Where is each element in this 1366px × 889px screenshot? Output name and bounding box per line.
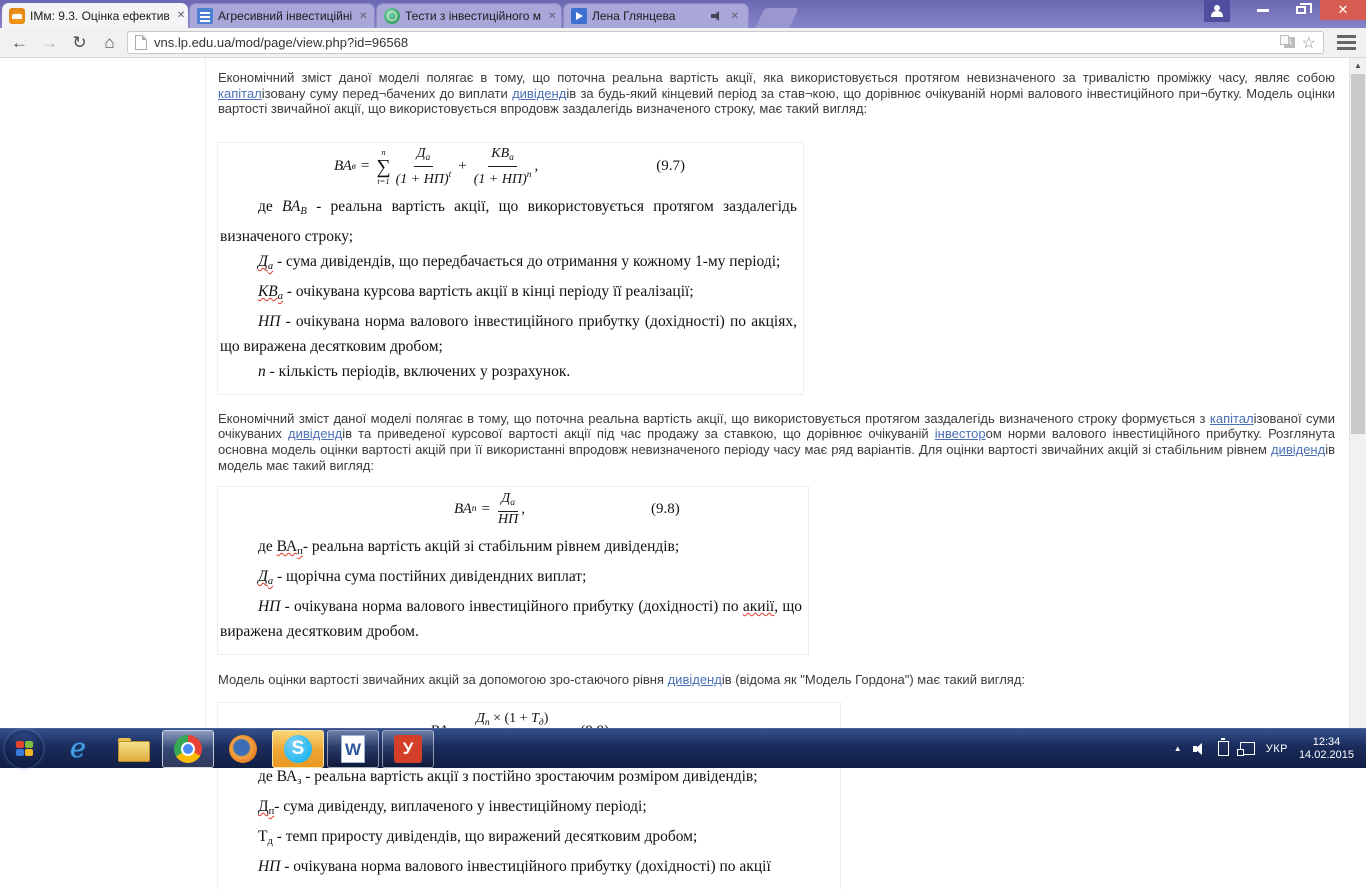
inline-link[interactable]: дивіденд: [512, 85, 567, 101]
formula-sub: п: [471, 504, 477, 515]
chrome-menu-button[interactable]: [1333, 32, 1359, 54]
close-icon[interactable]: ✕: [548, 10, 557, 22]
formula-sub: в: [351, 161, 356, 172]
numerator: КВ: [491, 145, 510, 161]
definition-line: [220, 534, 802, 564]
text-segment: - сума дивіденду, виплаченого у інвестиційному періоді;: [274, 797, 647, 815]
text-segment: n: [258, 362, 266, 380]
language-indicator[interactable]: УКР: [1265, 742, 1288, 755]
text-segment: д: [267, 835, 273, 847]
hamburger-icon: [1337, 35, 1356, 38]
inline-link[interactable]: дивіденд: [1270, 441, 1326, 457]
skype-icon: S: [284, 735, 312, 763]
firefox-icon: [229, 735, 257, 763]
text-segment: ом норми валового інвестиційного прибутку. Розглянута основна модель оцінки вартості акцій при її використанні впродовж невизначеного періоду часу має ряд варіантів. Для оцінки вартості звичайних акцій зі стабільним рівнем: [218, 426, 1336, 457]
profile-button[interactable]: [1204, 0, 1230, 22]
translate-icon[interactable]: [1280, 35, 1295, 50]
numerator-sub: а: [510, 497, 515, 508]
windows-logo-icon: [16, 741, 33, 756]
text-segment: ів та приведеної курсової вартості акції під час продажу за ставкою, що дорівнює очікуваній: [342, 426, 935, 442]
text-segment: НП: [258, 312, 281, 330]
window-controls: [1204, 0, 1366, 22]
inline-link[interactable]: дивіденд: [667, 672, 722, 688]
definition-line: [220, 594, 802, 644]
paragraph-model-1: [218, 70, 1335, 117]
word-icon: W: [341, 735, 365, 763]
globe-icon: [384, 8, 400, 24]
comma: ,: [521, 500, 525, 517]
formula-var: ВА: [334, 158, 352, 175]
tab-audio-icon: [711, 11, 724, 21]
text-segment: ів за будь-який кінцевий період за став¬кою, що дорівнює очікуваній нормі валового інвестиційного при¬бутку. Модель оцінки вартості звичайної акції, що використовується впродовж заздалегідь визначеного строку, має такий вигляд:: [218, 85, 1335, 117]
document-icon: [197, 8, 213, 24]
text-segment: ів модель має такий вигляд:: [218, 441, 1335, 473]
windows-taskbar: [0, 728, 1366, 768]
speaker-icon[interactable]: [1193, 743, 1207, 755]
formula-9-7-definitions: [218, 191, 803, 394]
fraction-2: [474, 146, 532, 188]
text-segment: - реальна вартість акцій зі стабільним рівнем дивідендів;: [302, 538, 680, 556]
tab-title: ІМм: 9.3. Оцінка ефектив: [30, 8, 170, 23]
text-segment: ів (відома як "Модель Гордона") має такий вигляд:: [721, 672, 1026, 688]
close-icon[interactable]: ✕: [359, 10, 368, 22]
close-icon[interactable]: ✕: [730, 10, 739, 22]
tab-strip: [0, 0, 1366, 28]
text-segment: Д: [258, 568, 268, 586]
numerator-sub: а: [509, 152, 514, 163]
back-button[interactable]: ←: [11, 33, 28, 52]
sigma-icon: ∑: [376, 155, 391, 178]
numerator-sub2: д: [538, 718, 544, 729]
person-icon: [1211, 5, 1223, 17]
close-window-button[interactable]: ✕: [1320, 0, 1366, 20]
text-segment: НП: [258, 598, 281, 616]
equals-sign: =: [481, 500, 490, 517]
definition-line: [220, 279, 797, 309]
text-segment: а: [277, 290, 284, 302]
taskbar-skype-button[interactable]: [272, 730, 324, 768]
minimize-icon: [1257, 9, 1269, 12]
numerator-sub: п: [484, 718, 490, 729]
tab-aggressive-portfolio[interactable]: [189, 3, 375, 28]
battery-icon[interactable]: [1218, 741, 1229, 756]
equation-number: (9.8): [650, 500, 680, 517]
folder-icon: [118, 738, 148, 760]
taskbar-chrome-button[interactable]: [162, 730, 214, 768]
tab-course-page[interactable]: [2, 3, 188, 28]
definition-line: [220, 249, 797, 279]
taskbar-firefox-button[interactable]: [217, 730, 269, 768]
formula-9-8-definitions: [218, 531, 808, 654]
text-segment: - очікувана норма валового інвестиційного прибутку (дохідності) по акції: [280, 857, 771, 875]
video-icon: [571, 8, 587, 24]
tab-title: Тести з інвестиційного м: [405, 9, 542, 23]
taskbar-ie-button[interactable]: [52, 730, 104, 768]
tab-video[interactable]: [563, 3, 749, 28]
browser-toolbar: [0, 28, 1366, 58]
text-segment: п: [297, 546, 303, 558]
definition-line: [220, 359, 797, 384]
text-segment: Д: [258, 252, 268, 270]
inline-link[interactable]: капітал: [218, 85, 262, 101]
text-segment: - кількість періодів, включених у розрахунок.: [265, 362, 571, 380]
definition-line: [220, 309, 797, 359]
text-segment: - очікувана норма валового інвестиційного прибутку (дохідності) по акціях, що виражена десятковим дробом;: [220, 312, 797, 355]
tab-title: Лена Глянцева: [592, 9, 676, 23]
chrome-icon: [174, 735, 202, 763]
sum-upper-limit: n: [381, 146, 386, 157]
text-segment: Модель оцінки вартості звичайних акцій за допомогою зро-стаючого рівня: [218, 672, 668, 688]
text-segment: Економічний зміст даної моделі полягає в тому, що поточна реальна вартість акції, що використовується протягом заздалегідь визначеного строку формується з: [218, 410, 1210, 426]
formula-9-9-definitions: [218, 761, 840, 889]
new-tab-button[interactable]: [755, 8, 798, 28]
definition-line: [220, 824, 834, 854]
text-segment: ВА: [276, 538, 298, 556]
text-segment: з: [297, 775, 302, 787]
taskbar-explorer-button[interactable]: [107, 730, 159, 768]
red-app-icon: У: [394, 735, 422, 763]
restore-icon: [1296, 6, 1306, 14]
sum-lower-limit: t=1: [377, 175, 390, 186]
page-icon: [135, 35, 147, 50]
system-tray: [1174, 736, 1363, 762]
text-segment: акиії: [742, 598, 775, 616]
plus-sign: +: [458, 158, 467, 175]
start-button[interactable]: [5, 730, 43, 768]
text-segment: - сума дивідендів, що передбачається до отримання у кожному 1-му періоді;: [273, 252, 781, 270]
inline-link[interactable]: дивіденд: [288, 426, 343, 442]
formula-9-7: [218, 143, 803, 191]
sum-symbol: [376, 148, 390, 186]
clock-time: 12:34: [1312, 735, 1341, 748]
definition-line: [220, 854, 834, 879]
scroll-up-arrow-icon[interactable]: ▲: [1354, 61, 1362, 70]
internet-explorer-icon: e: [70, 733, 86, 764]
text-segment: ізовану суму перед¬бачених до виплати: [261, 85, 513, 101]
tab-title: Агресивний інвестиційні: [218, 9, 353, 23]
text-segment: Д: [258, 797, 269, 815]
text-segment: КВ: [258, 282, 278, 300]
text-segment: - очікувана норма валового інвестиційного прибутку (дохідності) по: [280, 598, 743, 616]
formula-9-8: [218, 487, 808, 531]
formula-block-9-7: [218, 143, 803, 394]
numerator: Д: [416, 145, 426, 161]
forward-button[interactable]: →: [41, 33, 58, 52]
text-segment: - щорічна сума постійних дивідендних виплат;: [273, 568, 587, 586]
text-segment: Т: [258, 827, 268, 845]
text-segment: - темп приросту дивідендів, що виражений десятковим дробом;: [272, 827, 698, 845]
comma: ,: [534, 158, 539, 175]
address-bar[interactable]: [127, 31, 1324, 54]
close-icon[interactable]: ✕: [176, 10, 186, 21]
fraction-1: [396, 146, 452, 188]
text-segment: де ВА: [258, 767, 298, 785]
text-segment: п: [268, 805, 275, 817]
network-icon[interactable]: [1240, 742, 1255, 755]
taskbar-red-app-button[interactable]: [382, 730, 434, 768]
vertical-scrollbar[interactable]: [1349, 58, 1366, 728]
home-button[interactable]: ⌂: [104, 33, 115, 52]
text-segment: де: [258, 197, 283, 215]
text-segment: - реальна вартість акції з постійно зростаючим розміром дивідендів;: [301, 767, 758, 785]
text-segment: В: [300, 205, 307, 217]
numerator: Д: [501, 490, 511, 506]
text-segment: ізованої суми очікуваних: [218, 410, 1336, 442]
denominator-sup: n: [526, 169, 532, 180]
text-segment: Економічний зміст даної моделі полягає в тому, що поточна реальна вартість акції, яка використовується протягом невизначеного за тривалістю проміжку часу, являє собою: [218, 70, 1335, 85]
fraction: [498, 491, 518, 528]
definition-line: [220, 194, 797, 249]
denominator: НП: [497, 511, 519, 527]
scrollbar-thumb[interactable]: [1351, 74, 1365, 434]
denominator: (1 + НП): [473, 171, 527, 187]
paragraph-model-2: [218, 411, 1335, 473]
text-segment: де: [258, 538, 277, 556]
text-segment: НП: [258, 857, 281, 875]
clock-date: 14.02.2015: [1298, 748, 1354, 761]
restore-button[interactable]: [1282, 0, 1320, 20]
equation-number: (9.7): [656, 158, 685, 175]
numerator-var: Т: [531, 711, 539, 727]
numerator-text: × (1 +: [489, 711, 532, 727]
denominator: (1 + НП): [395, 171, 449, 187]
formula-block-9-8: [218, 487, 808, 654]
url-text[interactable]: vns.lp.edu.ua/mod/page/view.php?id=96568: [154, 35, 409, 50]
numerator-close: ): [543, 711, 549, 727]
tray-expand-icon[interactable]: ▲: [1173, 744, 1182, 753]
definition-line: [220, 564, 802, 594]
clock[interactable]: [1299, 736, 1354, 762]
text-segment: , що виражена десятковим дробом.: [220, 598, 803, 641]
definition-line: [220, 794, 834, 824]
formula-var: ВА: [454, 500, 472, 517]
taskbar-word-button[interactable]: [327, 730, 379, 768]
inline-link[interactable]: капітал: [1209, 410, 1254, 426]
paragraph-gordon-model: [218, 672, 1335, 688]
text-segment: ВА: [282, 197, 301, 215]
tab-investment-tests[interactable]: [376, 3, 562, 28]
inline-link[interactable]: інвестор: [934, 426, 986, 442]
reload-button[interactable]: ↻: [72, 33, 87, 52]
minimize-button[interactable]: [1244, 0, 1282, 20]
text-segment: - реальна вартість акції, що використовується протягом заздалегідь визначеного строку;: [220, 197, 797, 245]
denominator-sup: t: [448, 169, 452, 180]
text-segment: а: [267, 260, 274, 272]
bookmark-star-icon[interactable]: ☆: [1301, 34, 1316, 52]
definition-line: [220, 764, 834, 794]
equals-sign: =: [360, 158, 370, 175]
numerator-sub: а: [425, 152, 431, 163]
moodle-icon: [9, 8, 25, 24]
numerator: Д: [475, 711, 485, 727]
text-segment: - очікувана курсова вартість акції в кінці періоду її реалізації;: [283, 282, 694, 300]
text-segment: а: [267, 576, 274, 588]
